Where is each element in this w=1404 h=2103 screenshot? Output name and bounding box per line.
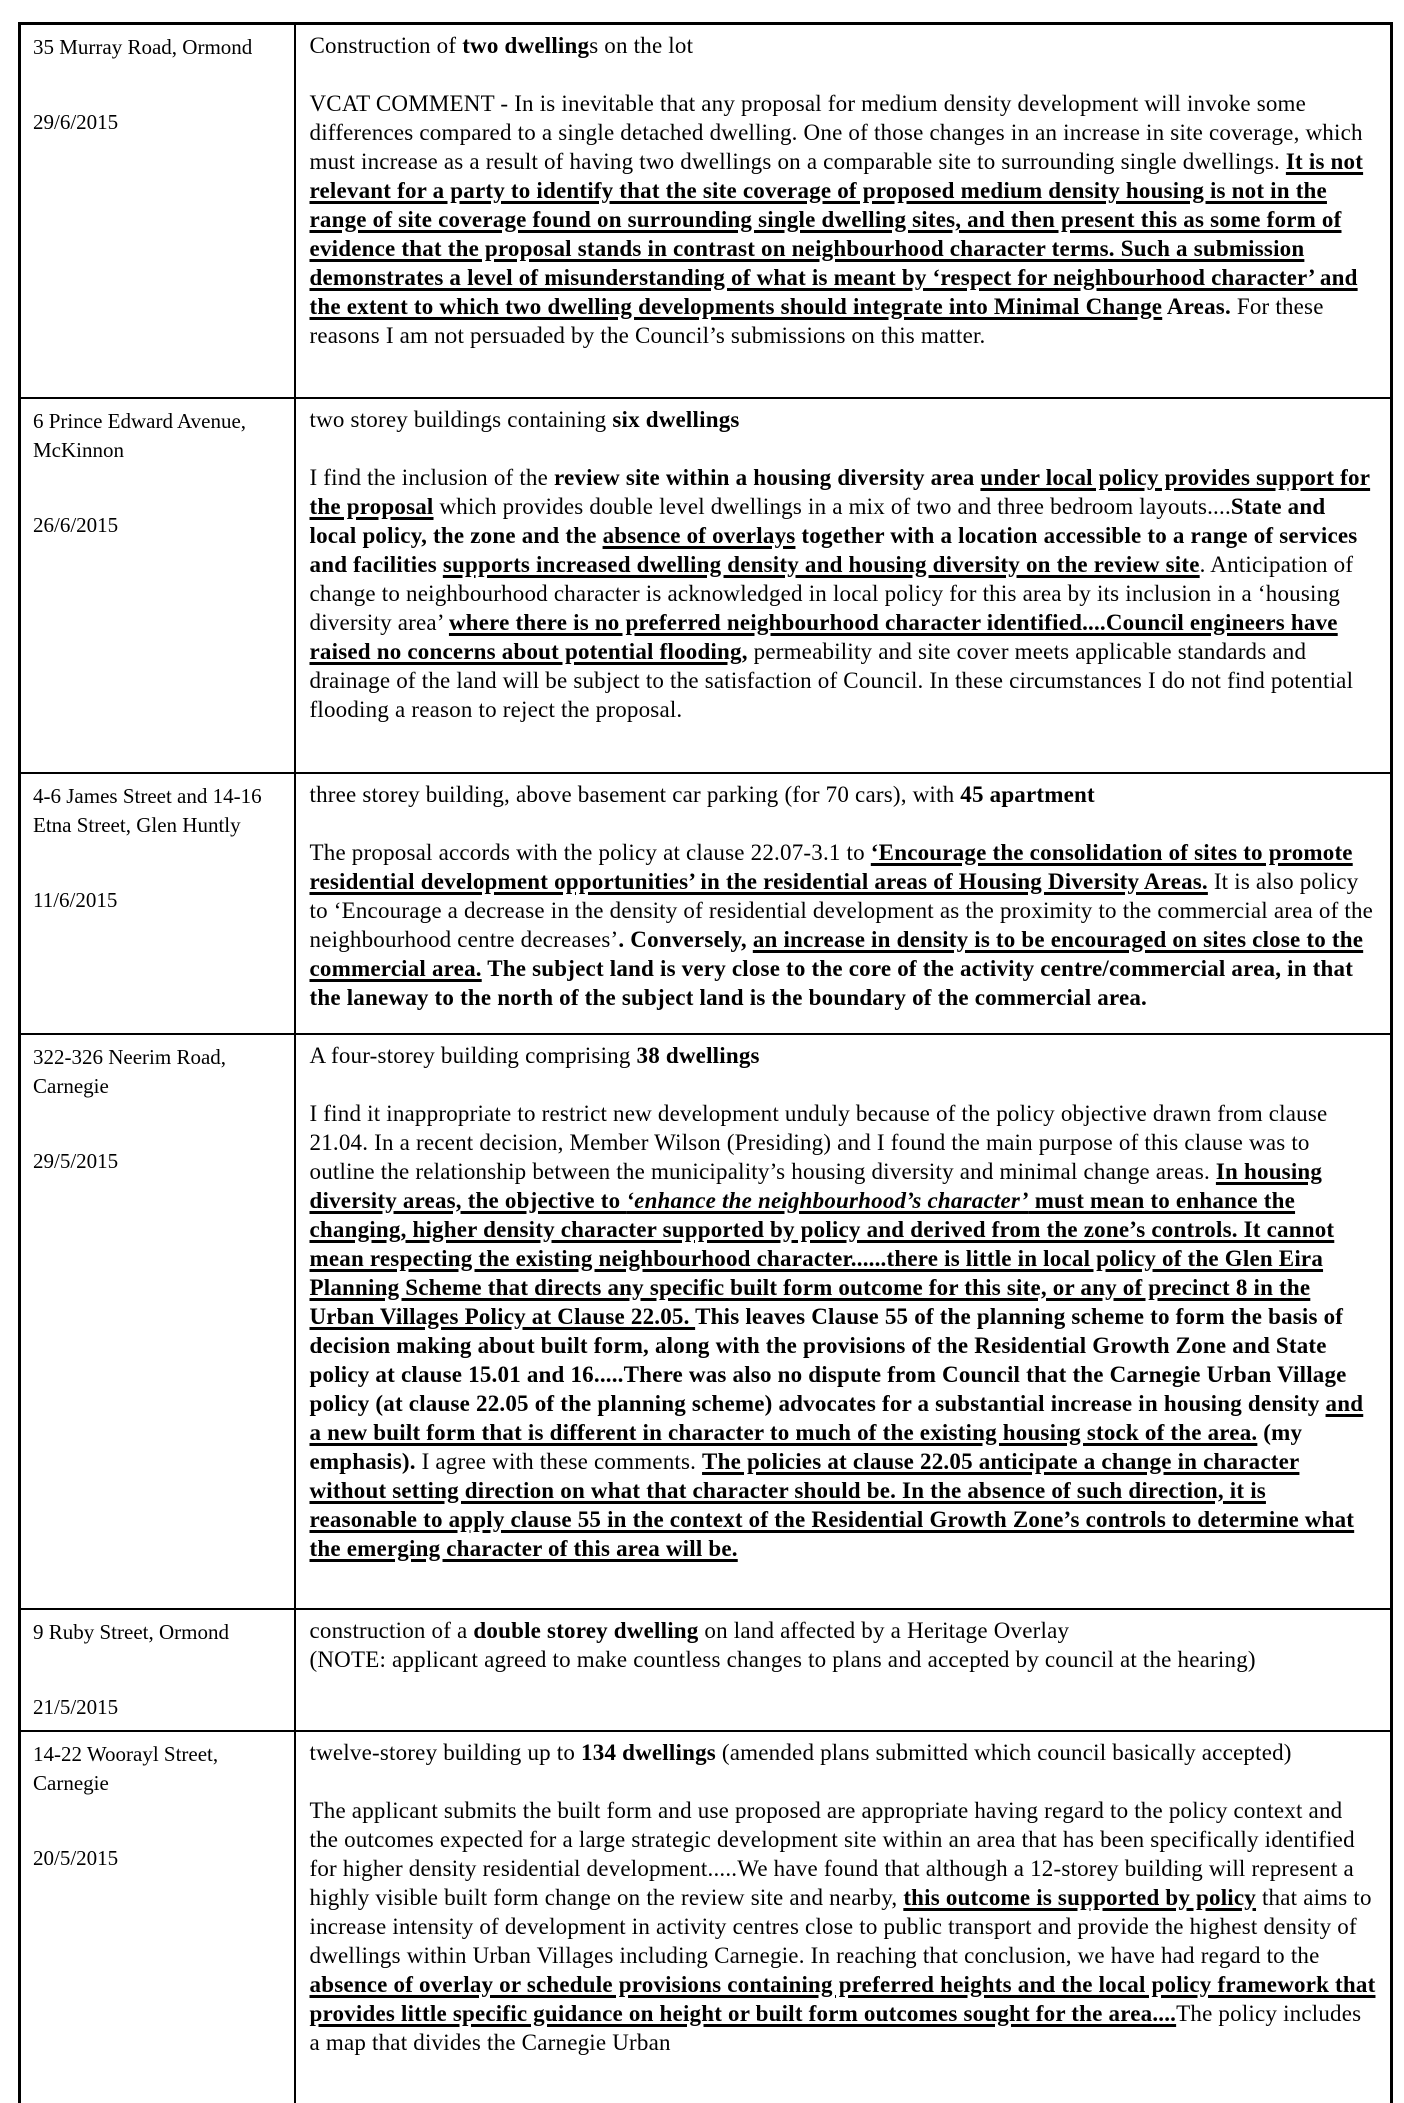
paragraph <box>310 1796 1377 2057</box>
paragraph <box>310 1616 1377 1645</box>
decision-date: 21/5/2015 <box>33 1694 119 1719</box>
text-run: Construction of <box>309 33 463 58</box>
text-run: . Anticipation of change to neighbourhood character is acknowledged in local policy for this area by its inclusion in a ‘housing diversity area’ <box>309 551 1354 635</box>
text-run: six dwellings <box>612 406 740 432</box>
text-run: (amended plans submitted which council basically accepted) <box>715 1739 1292 1765</box>
paragraph <box>310 1099 1377 1563</box>
text-run: The applicant submits the built form and use proposed are appropriate having regard to the policy context and the outcomes expected for a large strategic development site within an area that has been specifically identified for higher density residential development.....We have found that although a 12-storey building will represent a highly visible built form change on the review site and nearby, <box>309 1797 1355 1910</box>
text-run: three storey building, above basement car parking (for 70 cars), with <box>309 781 961 807</box>
table-row <box>20 398 1392 773</box>
text-run: (my emphasis). <box>309 1419 1303 1474</box>
table-row <box>20 24 1392 398</box>
address-cell <box>20 1034 295 1609</box>
table-row <box>20 1731 1392 2103</box>
decision-date: 26/6/2015 <box>33 512 119 537</box>
paragraph <box>310 1645 1377 1674</box>
address-cell <box>20 773 295 1034</box>
text-run: absence of overlay or schedule provisions containing preferred heights and the local policy framework that provides little specific guidance on height or built form outcomes sought for the area.... <box>309 1971 1376 2026</box>
site-address: 9 Ruby Street, Ormond <box>33 1619 229 1644</box>
text-run: (NOTE: applicant agreed to make countless changes to plans and accepted by council at the hearing) <box>309 1646 1256 1672</box>
text-run: under local policy provides support for the proposal <box>309 464 1371 519</box>
text-run: I find it inappropriate to restrict new development unduly because of the policy objective drawn from clause 21.04. In a recent decision, Member Wilson (Presiding) and I found the main purpose of this clause was to outline the relationship between the municipality’s housing diversity and minimal change areas. <box>309 1100 1328 1184</box>
comment-cell <box>295 1731 1392 2103</box>
text-run: permeability and site cover meets applicable standards and drainage of the land will be subject to the satisfaction of Council. In these circumstances I do not find potential flooding a reason to reject the proposal. <box>309 638 1354 722</box>
text-run: construction of a <box>309 1617 474 1643</box>
text-run: supports increased dwelling density and housing diversity on the review site <box>442 551 1200 577</box>
text-run: an increase in density is to be encouraged on sites close to the commercial area. <box>309 926 1364 981</box>
decision-date: 11/6/2015 <box>33 887 118 912</box>
text-run: The policies at clause 22.05 anticipate a change in character without setting direction on what that character should be. In the absence of such direction, it is reasonable to apply clause 55 in the context of the Residential Growth Zone’s controls to determine what the emerging character of this area will be. <box>309 1448 1355 1561</box>
text-run: together with a location accessible to a range of services and facilities <box>309 522 1358 577</box>
text-run: two storey buildings containing <box>309 406 613 432</box>
text-run: Areas. <box>1162 294 1231 319</box>
text-run: In housing diversity areas, the objective to <box>309 1158 1323 1213</box>
decision-date: 29/5/2015 <box>33 1148 119 1173</box>
text-run: 134 dwellings <box>581 1739 716 1765</box>
text-run: . Conversely, <box>618 926 753 952</box>
decisions-table-body <box>20 24 1392 2103</box>
text-run: VCAT COMMENT - In is inevitable that any proposal for medium density development will invoke some differences compared to a single detached dwelling. One of those changes in an increase in site coverage, which must increase as a result of having two dwellings on a comparable site to surrounding single dwellings. <box>309 91 1363 174</box>
address-cell <box>20 24 295 398</box>
site-address: 4-6 James Street and 14-16 Etna Street, Glen Huntly <box>33 783 262 837</box>
blank-line <box>310 434 1377 463</box>
paragraph <box>310 1041 1377 1070</box>
site-address: 35 Murray Road, Ormond <box>33 35 253 59</box>
text-run: which provides double level dwellings in a mix of two and three bedroom layouts.... <box>433 493 1231 519</box>
comment-cell <box>295 1609 1392 1731</box>
decisions-table <box>18 22 1393 2103</box>
text-run: The proposal accords with the policy at clause 22.07-3.1 to <box>309 839 871 865</box>
text-run: s on the lot <box>589 33 694 58</box>
text-run: 45 apartment <box>960 781 1095 807</box>
text-run: double storey dwelling <box>473 1617 699 1643</box>
site-address: 322-326 Neerim Road, Carnegie <box>33 1044 227 1098</box>
text-run: ‘Encourage the consolidation of sites to promote residential development opportunities’ in the residential areas of Housing Diversity Areas. <box>309 839 1353 894</box>
address-cell <box>20 398 295 773</box>
text-run: on land affected by a Heritage Overlay <box>698 1617 1070 1643</box>
text-run: I agree with these comments. <box>415 1448 703 1474</box>
blank-line <box>310 60 1377 89</box>
text-run: review site within a housing diversity area <box>554 464 981 490</box>
text-run: The policy includes a map that divides the Carnegie Urban <box>309 2000 1362 2055</box>
decision-date: 29/6/2015 <box>33 110 119 134</box>
text-run: 38 dwellings <box>636 1042 760 1068</box>
table-row <box>20 773 1392 1034</box>
text-run: State and local policy, the zone and the <box>309 493 1326 548</box>
comment-cell <box>295 773 1392 1034</box>
text-run: that aims to increase intensity of development in activity centres close to public transport and provide the highest density of dwellings within Urban Villages including Carnegie. In reaching that conclusion, we have had regard to the <box>309 1884 1372 1968</box>
text-run: It is not relevant for a party to identify that the site coverage of proposed medium density housing is not in the range of site coverage found on surrounding single dwelling sites, and then present this as some form of evidence that the proposal stands in contrast on neighbourhood character terms. Such a submission demonstrates a level of misunderstanding of what is meant by ‘respect for neighbourhood character’ and the extent to which two dwelling developments should integrate into Minimal Change <box>309 149 1364 319</box>
table-row <box>20 1609 1392 1731</box>
text-run: I find the inclusion of the <box>309 464 554 490</box>
text-run: this outcome is supported by policy <box>903 1884 1257 1910</box>
table-row <box>20 1034 1392 1609</box>
text-run: twelve-storey building up to <box>309 1739 582 1765</box>
paragraph <box>310 89 1377 350</box>
text-run: absence of overlays <box>602 522 796 548</box>
comment-cell <box>295 1034 1392 1609</box>
comment-cell <box>295 398 1392 773</box>
paragraph <box>310 838 1377 1012</box>
paragraph <box>310 780 1377 809</box>
text-run: two dwelling <box>462 33 590 58</box>
comment-cell <box>295 24 1392 398</box>
text-run: and a new built form that is different in character to much of the existing housing stock of the area. <box>309 1390 1364 1445</box>
address-cell <box>20 1609 295 1731</box>
text-run: A four-storey building comprising <box>309 1042 637 1068</box>
text-run: This leaves Clause 55 of the planning scheme to form the basis of decision making about built form, along with the provisions of the Residential Growth Zone and State policy at clause 15.01 and 16.....There was also no dispute from Council that the Carnegie Urban Village policy (at clause 22.05 of the planning scheme) advocates for a substantial increase in housing density <box>309 1303 1347 1416</box>
text-run: It is also policy to ‘Encourage a decrease in the density of residential development as the proximity to the commercial area of the neighbourhood centre decreases’ <box>309 868 1374 952</box>
blank-line <box>310 1767 1377 1796</box>
address-cell <box>20 1731 295 2103</box>
text-run: ‘enhance the neighbourhood’s character’ <box>626 1187 1029 1213</box>
site-address: 6 Prince Edward Avenue, McKinnon <box>33 408 247 462</box>
blank-line <box>310 1070 1377 1099</box>
paragraph <box>310 405 1377 434</box>
paragraph <box>310 1738 1377 1767</box>
text-run: The subject land is very close to the core of the activity centre/commercial area, in that the laneway to the north of the subject land is the boundary of the commercial area. <box>309 955 1354 1010</box>
decision-date: 20/5/2015 <box>33 1845 119 1870</box>
site-address: 14-22 Woorayl Street, Carnegie <box>33 1741 219 1795</box>
paragraph <box>310 463 1377 724</box>
paragraph <box>310 31 1377 60</box>
text-run: For these reasons I am not persuaded by the Council’s submissions on this matter. <box>309 294 1324 348</box>
text-run: , <box>741 638 748 664</box>
blank-line <box>310 809 1377 838</box>
text-run: must mean to enhance the changing, higher density character supported by policy and derived from the zone’s controls. It cannot mean respecting the existing neighbourhood character......there is little in local policy of the Glen Eira Planning Scheme that directs any specific built form outcome for this site, or any of precinct 8 in the Urban Villages Policy at Clause 22.05. <box>309 1187 1335 1329</box>
text-run: where there is no preferred neighbourhood character identified....Council engineers have raised no concerns about potential flooding <box>309 609 1338 664</box>
